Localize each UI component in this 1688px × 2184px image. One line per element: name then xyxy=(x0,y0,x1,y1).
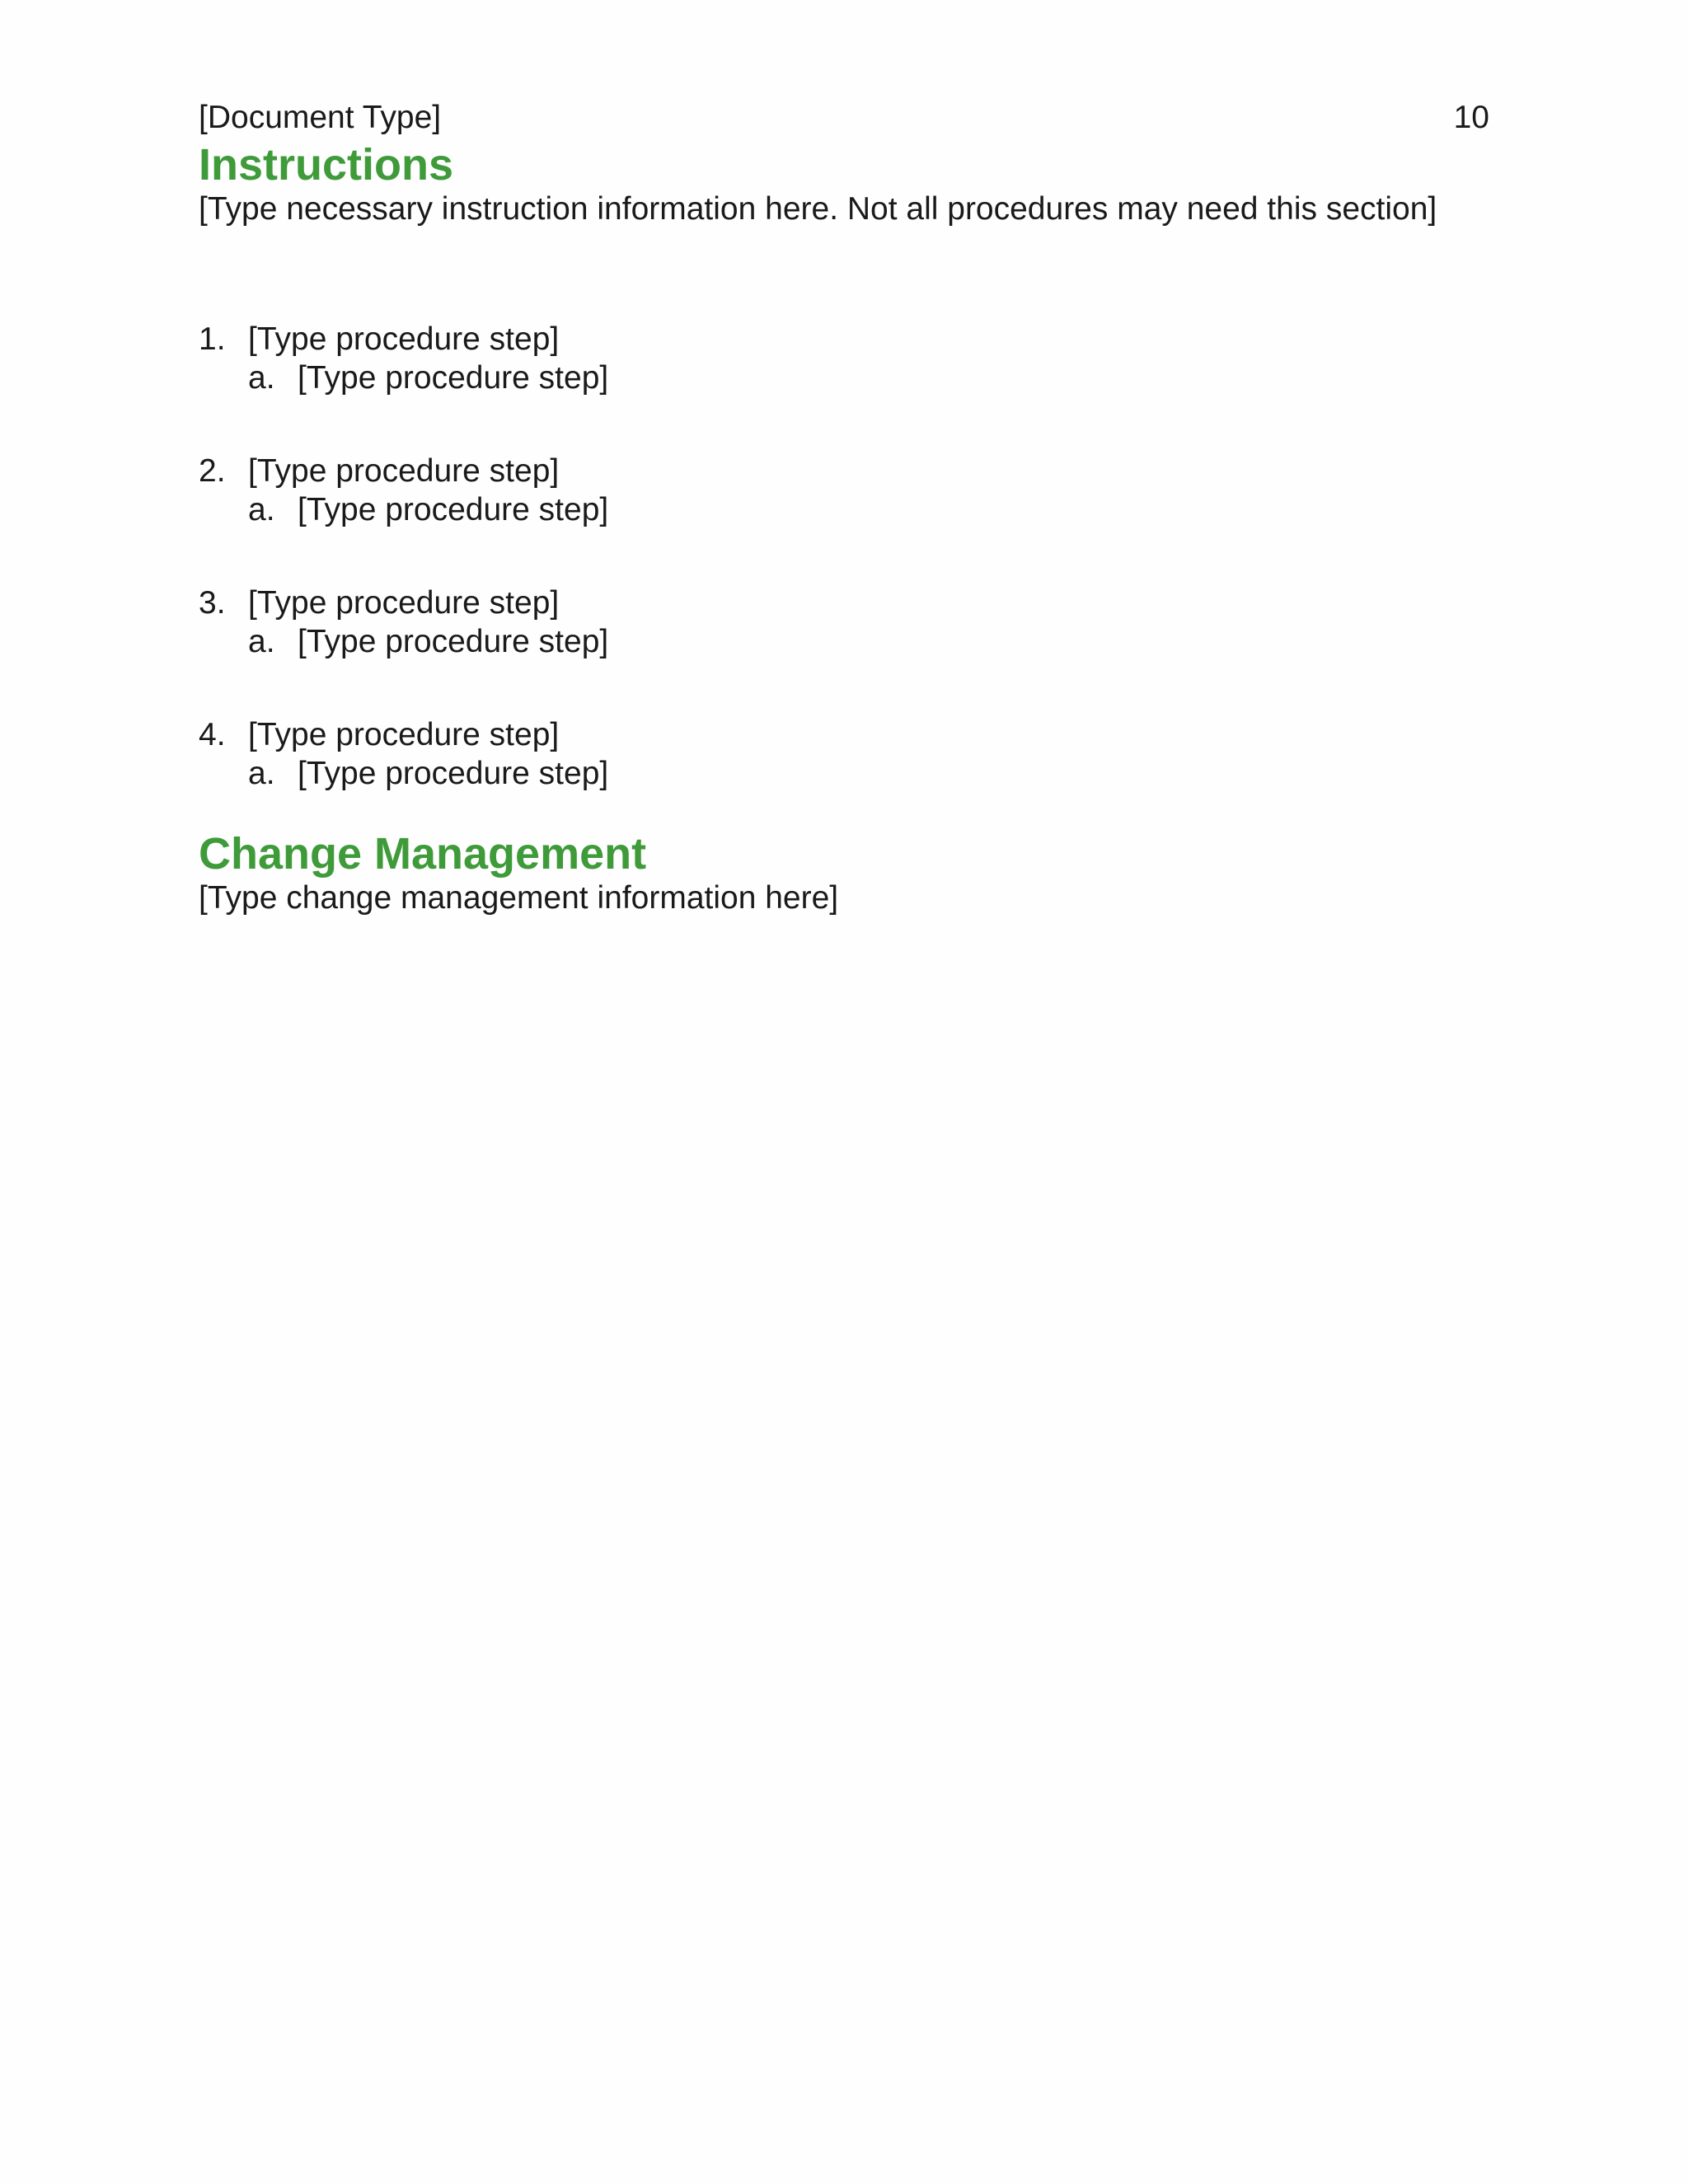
sub-step xyxy=(248,622,1489,661)
sub-step-text: [Type procedure step] xyxy=(298,360,609,396)
sub-step xyxy=(248,754,1489,793)
sub-step-text: [Type procedure step] xyxy=(298,756,609,791)
sub-steps xyxy=(199,359,1489,397)
sub-step xyxy=(248,359,1489,397)
sub-step-marker: a. xyxy=(248,624,275,659)
step-number: 4. xyxy=(199,717,226,752)
procedure-step xyxy=(199,715,1489,793)
document-type-label: [Document Type] xyxy=(199,100,442,135)
page-number: 10 xyxy=(1453,100,1489,135)
step-number: 3. xyxy=(199,585,226,621)
running-header xyxy=(199,96,1489,140)
sub-step-marker: a. xyxy=(248,756,275,791)
page-content xyxy=(199,96,1489,918)
step-number: 2. xyxy=(199,453,226,489)
step-text: [Type procedure step] xyxy=(248,321,560,357)
sub-steps xyxy=(199,754,1489,793)
step-text: [Type procedure step] xyxy=(248,585,560,621)
change-management-heading: Change Management xyxy=(199,829,647,879)
sub-step-marker: a. xyxy=(248,360,275,396)
procedure-steps xyxy=(199,320,1489,793)
change-management-body: [Type change management information here] xyxy=(199,880,839,916)
sub-step xyxy=(248,490,1489,529)
step-text: [Type procedure step] xyxy=(248,717,560,752)
procedure-step xyxy=(199,320,1489,397)
sub-step-text: [Type procedure step] xyxy=(298,492,609,527)
procedure-step xyxy=(199,452,1489,529)
step-number: 1. xyxy=(199,321,226,357)
step-text: [Type procedure step] xyxy=(248,453,560,489)
sub-steps xyxy=(199,490,1489,529)
sub-step-text: [Type procedure step] xyxy=(298,624,609,659)
instructions-heading: Instructions xyxy=(199,140,454,190)
procedure-step xyxy=(199,583,1489,661)
sub-step-marker: a. xyxy=(248,492,275,527)
sub-steps xyxy=(199,622,1489,661)
instructions-body: [Type necessary instruction information here. Not all procedures may need this section] xyxy=(199,191,1437,227)
